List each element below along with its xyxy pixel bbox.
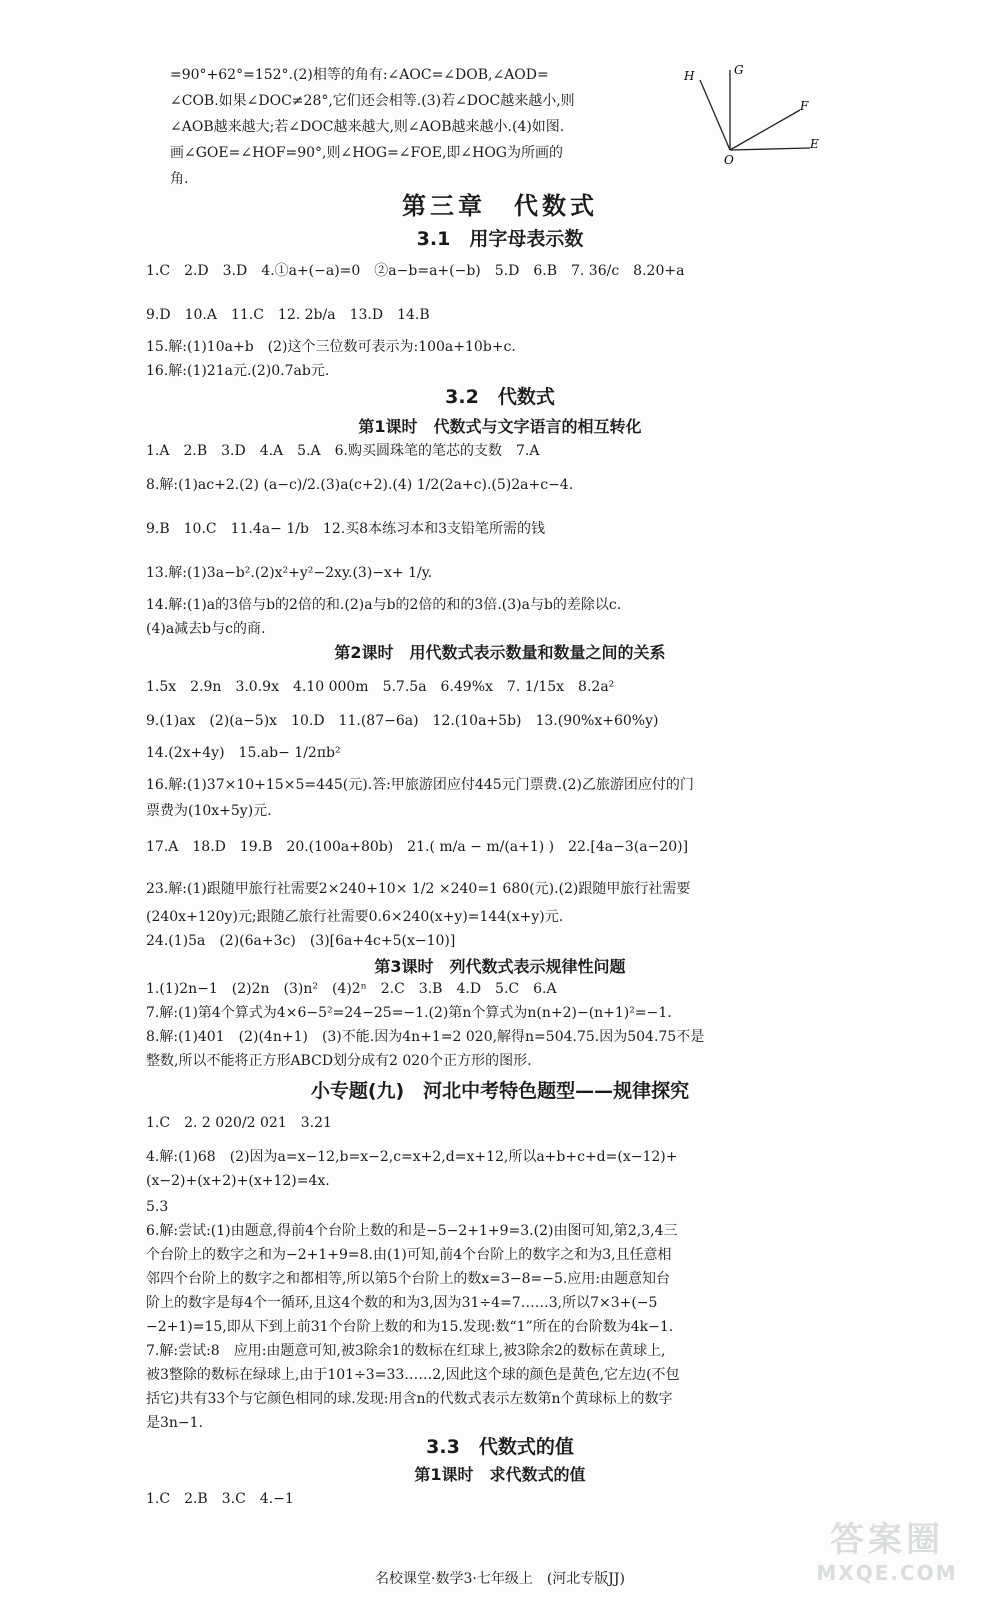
watermark-url: MXQE.COM [816, 1561, 958, 1585]
chapter-title: 第三章 代数式 [402, 192, 598, 220]
answer-line: 9.D 10.A 11.C 12. 2b/a 13.D 14.B [146, 307, 430, 323]
answer-line: 14.解:(1)a的3倍与b的2倍的和.(2)a与b的2倍的和的3倍.(3)a与b的差除以c. [146, 597, 622, 613]
answer-line: 1.C 2.D 3.D 4.①a+(−a)=0 ②a−b=a+(−b) 5.D 6.B 7. 36/c 8.20+a [146, 263, 685, 279]
answer-line: (x−2)+(x+2)+(x+12)=4x. [146, 1173, 330, 1189]
watermark-logo [792, 1512, 982, 1585]
intro-line: 角. [170, 171, 189, 187]
section-title: 3.2 代数式 [445, 386, 555, 408]
ray-oe [730, 148, 810, 150]
answer-line: 15.解:(1)10a+b (2)这个三位数可表示为:100a+10b+c. [146, 339, 516, 355]
answer-line: 整数,所以不能将正方形ABCD划分成有2 020个正方形的图形. [146, 1053, 532, 1069]
answer-line: 票费为(10x+5y)元. [146, 803, 272, 819]
answer-line: 8.解:(1)401 (2)(4n+1) (3)不能.因为4n+1=2 020,解得n=504.75.因为504.75不是 [146, 1029, 705, 1045]
intro-line: =90°+62°=152°.(2)相等的角有:∠AOC=∠DOB,∠AOD= [170, 67, 549, 83]
angle-diagram [684, 60, 830, 170]
answer-line: 是3n−1. [146, 1415, 204, 1431]
answer-line: 7.解:尝试:8 应用:由题意可知,被3除余1的数标在红球上,被3除余2的数标在黄球上, [146, 1343, 666, 1359]
page-footer: 名校课堂·数学3·七年级上 (河北专版JJ) [375, 1571, 625, 1587]
answer-line: 8.解:(1)ac+2.(2) (a−c)/2.(3)a(c+2).(4) 1/2(2a+c).(5)2a+c−4. [146, 477, 574, 493]
lesson-title: 第1课时 求代数式的值 [414, 1465, 586, 1484]
answer-line: 6.解:尝试:(1)由题意,得前4个台阶上数的和是−5−2+1+9=3.(2)由图可知,第2,3,4三 [146, 1223, 678, 1239]
answer-line: 阶上的数字是每4个一循环,且这4个数的和为3,因为31÷4=7……3,所以7×3+(−5 [146, 1295, 658, 1311]
intro-line: 画∠GOE=∠HOF=90°,则∠HOG=∠FOE,即∠HOG为所画的 [170, 145, 563, 161]
watermark-text: 答案圈 [830, 1520, 944, 1560]
answer-line: 9.B 10.C 11.4a− 1/b 12.买8本练习本和3支铅笔所需的钱 [146, 521, 545, 537]
answer-line: 1.A 2.B 3.D 4.A 5.A 6.购买圆珠笔的笔芯的支数 7.A [146, 443, 540, 459]
lesson-title: 第2课时 用代数式表示数量和数量之间的关系 [334, 643, 666, 662]
answer-line: 1.C 2.B 3.C 4.−1 [146, 1491, 294, 1507]
answer-line: 个台阶上的数字之和为−2+1+9=8.由(1)可知,前4个台阶上的数字之和为3,且任意相 [146, 1247, 672, 1263]
answer-line: (240x+120y)元;跟随乙旅行社需要0.6×240(x+y)=144(x+y)元. [146, 909, 564, 925]
intro-line: ∠AOB越来越大;若∠DOC越来越大,则∠AOB越来越小.(4)如图. [170, 119, 565, 135]
answer-line: 17.A 18.D 19.B 20.(100a+80b) 21.( m/a − m/(a+1) ) 22.[4a−3(a−20)] [146, 839, 689, 855]
answer-line: 23.解:(1)跟随甲旅行社需要2×240+10× 1/2 ×240=1 680(元).(2)跟随甲旅行社需要 [146, 881, 691, 897]
section-title: 3.1 用字母表示数 [416, 228, 584, 250]
answer-line: 14.(2x+4y) 15.ab− 1/2πb² [146, 745, 341, 761]
section-title: 3.3 代数式的值 [426, 1436, 574, 1458]
label-h: H [684, 69, 695, 83]
answer-line: 1.C 2. 2 020/2 021 3.21 [146, 1115, 332, 1131]
answer-line: 被3整除的数标在绿球上,由于101÷3=33……2,因此这个球的颜色是黄色,它左边(不包 [146, 1367, 680, 1383]
answer-line: 16.解:(1)37×10+15×5=445(元).答:甲旅游团应付445元门票费.(2)乙旅游团应付的门 [146, 777, 694, 793]
label-o: O [724, 153, 734, 167]
lesson-title: 第1课时 代数式与文字语言的相互转化 [358, 417, 642, 436]
intro-line: ∠COB.如果∠DOC≠28°,它们还会相等.(3)若∠DOC越来越小,则 [170, 93, 575, 109]
answer-line: 4.解:(1)68 (2)因为a=x−12,b=x−2,c=x+2,d=x+12,所以a+b+c+d=(x−12)+ [146, 1149, 678, 1165]
answer-line: 5.3 [146, 1199, 169, 1215]
answer-line: 13.解:(1)3a−b².(2)x²+y²−2xy.(3)−x+ 1/y. [146, 565, 433, 581]
answer-line: 24.(1)5a (2)(6a+3c) (3)[6a+4c+5(x−10)] [146, 933, 456, 949]
answer-line: 邻四个台阶上的数字之和都相等,所以第5个台阶上的数x=3−8=−5.应用:由题意知台 [146, 1271, 671, 1287]
answer-line: 1.5x 2.9n 3.0.9x 4.10 000m 5.7.5a 6.49%x 7. 1/15x 8.2a² [146, 679, 615, 695]
answer-line: −2+1)=15,即从下到上前31个台阶上数的和为15.发现:数“1”所在的台阶数为4k−1. [146, 1319, 674, 1335]
ray-of [730, 110, 800, 150]
lesson-title: 第3课时 列代数式表示规律性问题 [374, 957, 626, 976]
answer-line: 7.解:(1)第4个算式为4×6−5²=24−25=−1.(2)第n个算式为n(n+2)−(n+1)²=−1. [146, 1005, 672, 1021]
label-e: E [810, 137, 819, 151]
answer-line: (4)a减去b与c的商. [146, 621, 266, 637]
answer-line: 9.(1)ax (2)(a−5)x 10.D 11.(87−6a) 12.(10a+5b) 13.(90%x+60%y) [146, 713, 659, 729]
answer-line: 括它)共有33个与它颜色相同的球.发现:用含n的代数式表示左数第n个黄球标上的数字 [146, 1391, 673, 1407]
label-f: F [800, 99, 809, 113]
label-g: G [734, 63, 744, 77]
answer-line: 1.(1)2n−1 (2)2n (3)n² (4)2ⁿ 2.C 3.B 4.D 5.C 6.A [146, 981, 557, 997]
answer-line: 16.解:(1)21a元.(2)0.7ab元. [146, 363, 330, 379]
ray-oh [700, 80, 730, 150]
section-title: 小专题(九) 河北中考特色题型——规律探究 [310, 1080, 690, 1102]
